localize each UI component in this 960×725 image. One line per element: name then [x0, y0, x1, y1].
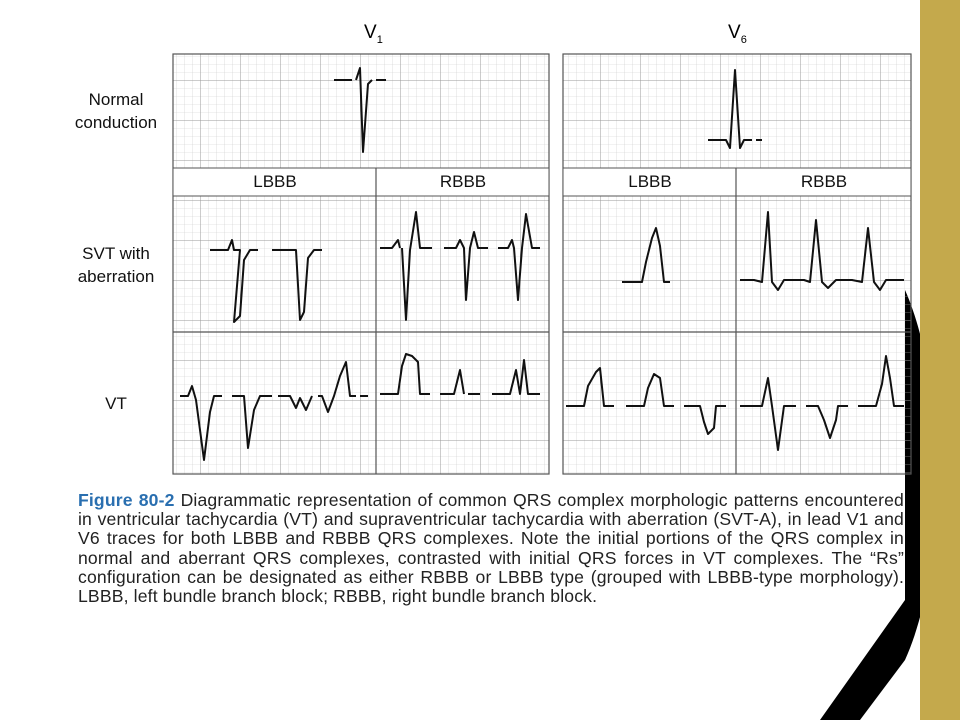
lead-v6-label: $V_6$	[728, 22, 747, 46]
row-label-vt: VT	[105, 394, 127, 413]
caption-text: Diagrammatic representation of common QRS complex morphologic patterns encountered in ventricular tachycardia (VT) and supraventricular tachycardia with aberration (SVT-A), in lead V1 and V6 traces for both LBBB and RBBB QRS complexes. Note the initial portions of the QRS complex in normal and aberrant QRS complexes, contrasted with initial QRS forces in VT complexes. The “Rs” configuration can be designated as either RBBB or LBBB type (grouped with LBBB-type morphology). LBBB, left bundle branch block; RBBB, right bundle branch block.	[78, 490, 904, 607]
lead-v1-label: $V_1$	[364, 22, 383, 46]
col-header-v1-lbbb: LBBB	[253, 172, 297, 191]
row-label-normal: Normal conduction	[74, 90, 158, 132]
row-label-svt: SVT with aberration	[77, 244, 155, 286]
figure-number: Figure 80-2	[78, 490, 175, 510]
col-header-v6-lbbb: LBBB	[628, 172, 672, 191]
figure-caption	[78, 491, 904, 606]
col-header-v1-rbbb: RBBB	[439, 172, 487, 191]
v6-grid-panel	[563, 54, 911, 474]
gold-side-bar	[920, 0, 960, 720]
col-header-v6-rbbb: RBBB	[800, 172, 848, 191]
